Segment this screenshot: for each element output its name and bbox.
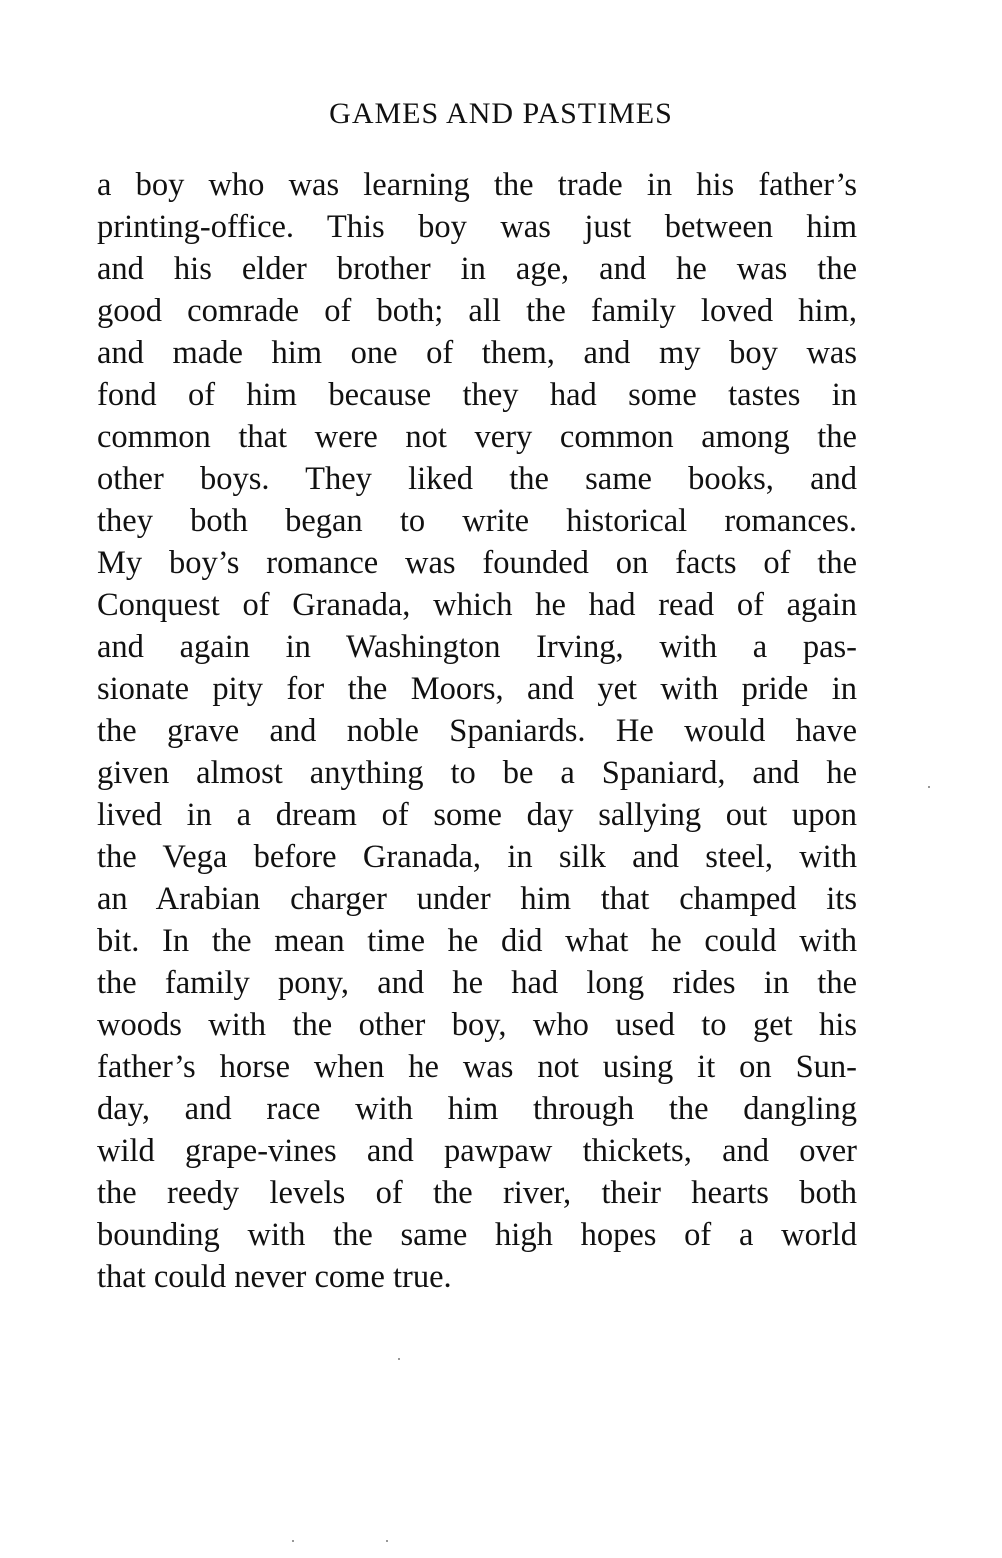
text-line: My boy’s romance was founded on facts of the [97, 545, 857, 581]
scan-speck [292, 1540, 294, 1542]
text-line: fond of him because they had some tastes in [97, 377, 857, 413]
text-line: lived in a dream of some day sallying out upon [97, 797, 857, 833]
text-line: other boys. They liked the same books, and [97, 461, 857, 497]
text-line: Conquest of Granada, which he had read of again [97, 587, 857, 623]
text-line: good comrade of both; all the family loved him, [97, 293, 857, 329]
text-line: bit. In the mean time he did what he could with [97, 923, 857, 959]
text-line: the Vega before Granada, in silk and steel, with [97, 839, 857, 875]
text-line: wild grape-vines and pawpaw thickets, and over [97, 1133, 857, 1169]
text-line: the family pony, and he had long rides in the [97, 965, 857, 1001]
scan-speck [386, 1540, 388, 1542]
text-line: and again in Washington Irving, with a pas- [97, 629, 857, 665]
text-line: bounding with the same high hopes of a world [97, 1217, 857, 1253]
text-line: day, and race with him through the dangling [97, 1091, 857, 1127]
text-line: they both began to write historical romances. [97, 503, 857, 539]
text-line: printing-office. This boy was just between him [97, 209, 857, 245]
scan-speck [398, 1358, 400, 1360]
text-line: the reedy levels of the river, their hearts both [97, 1175, 857, 1211]
text-line: a boy who was learning the trade in his father’s [97, 167, 857, 203]
text-line: and made him one of them, and my boy was [97, 335, 857, 371]
text-line: given almost anything to be a Spaniard, and he [97, 755, 857, 791]
text-line: and his elder brother in age, and he was the [97, 251, 857, 287]
text-line: an Arabian charger under him that champed its [97, 881, 857, 917]
text-line: the grave and noble Spaniards. He would have [97, 713, 857, 749]
text-line-last: that could never come true. [97, 1259, 452, 1295]
text-line: common that were not very common among the [97, 419, 857, 455]
body-text [97, 164, 857, 1298]
text-line: woods with the other boy, who used to get his [97, 1007, 857, 1043]
text-line: sionate pity for the Moors, and yet with pride in [97, 671, 857, 707]
scan-speck [928, 786, 930, 788]
text-line: father’s horse when he was not using it on Sun- [97, 1049, 857, 1085]
running-head: GAMES AND PASTIMES [329, 97, 673, 130]
